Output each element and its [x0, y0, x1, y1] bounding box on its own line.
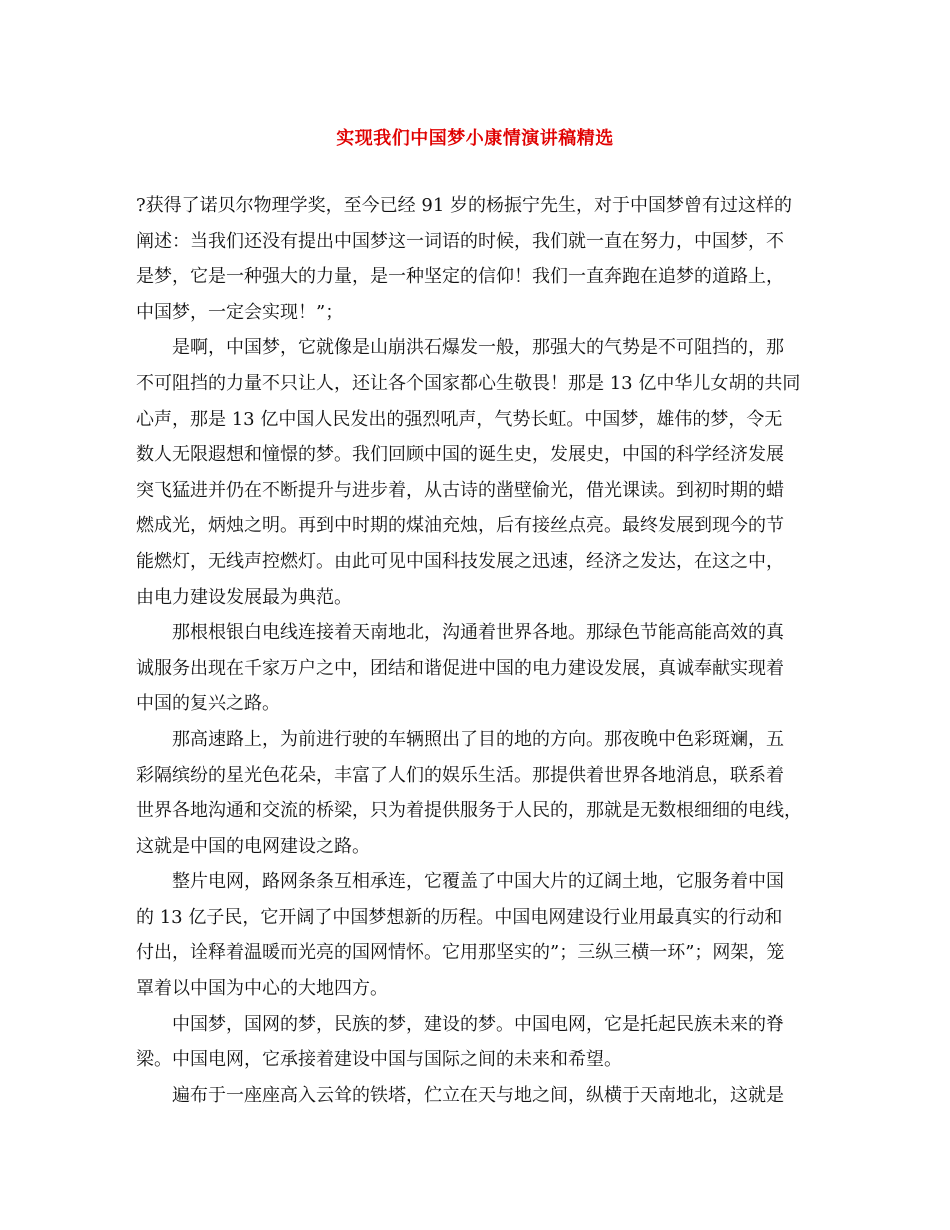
- text-line: 梁。中国电网，它承接着建设中国与国际之间的未来和希望。: [136, 1049, 622, 1071]
- text-line: 能燃灯，无线声控燃灯。由此可见中国科技发展之迅速，经济之发达，在这之中，: [136, 550, 784, 572]
- text-line: 那根根银白电线连接着天南地北，沟通着世界各地。那绿色节能高能高效的真: [172, 622, 784, 644]
- text-line: 燃成光，炳烛之明。再到中时期的煤油充烛，后有接丝点亮。最终发展到现今的节: [136, 515, 784, 537]
- text-line: 不可阻挡的力量不只让人，还让各个国家都心生敬畏！那是 13 亿中华儿女胡的共同: [136, 372, 801, 394]
- text-line: 付出，诠释着温暖而光亮的国网情怀。它用那坚实的”；三纵三横一环”；网架，笼: [136, 942, 785, 964]
- text-line: 的 13 亿子民，它开阔了中国梦想新的历程。中国电网建设行业用最真实的行动和: [136, 906, 783, 928]
- text-line: 心声，那是 13 亿中国人民发出的强烈吼声，气势长虹。中国梦，雄伟的梦，令无: [136, 408, 783, 430]
- text-line: ?获得了诺贝尔物理学奖，至今已经 91 岁的杨振宁先生，对于中国梦曾有过这样的: [136, 195, 792, 216]
- text-line: 那高速路上，为前进行驶的车辆照出了目的地的方向。那夜晚中色彩斑斓，五: [172, 728, 784, 750]
- text-line: 是啊，中国梦，它就像是山崩洪石爆发一般，那强大的气势是不可阻挡的，那: [172, 337, 784, 359]
- document-body: [136, 188, 824, 1113]
- text-line: 遍布于一座座高入云耸的铁塔，伫立在天与地之间，纵横于天南地北，这就是: [172, 1084, 784, 1106]
- text-line: 彩隔缤纷的星光色花朵，丰富了人们的娱乐生活。那提供着世界各地消息，联系着: [136, 764, 784, 786]
- text-line: 中国梦，一定会实现！”；: [136, 301, 344, 323]
- text-line: 整片电网，路网条条互相承连，它覆盖了中国大片的辽阔土地，它服务着中国: [172, 871, 784, 893]
- text-line: 世界各地沟通和交流的桥梁，只为着提供服务于人民的，那就是无数根细细的电线，: [136, 800, 802, 822]
- text-line: 中国的复兴之路。: [136, 693, 280, 715]
- text-line: 诚服务出现在千家万户之中，团结和谐促进中国的电力建设发展，真诚奉献实现着: [136, 657, 784, 679]
- text-line: 中国梦，国网的梦，民族的梦，建设的梦。中国电网，它是托起民族未来的脊: [172, 1013, 784, 1035]
- text-line: 数人无限遐想和憧憬的梦。我们回顾中国的诞生史，发展史，中国的科学经济发展: [136, 444, 784, 466]
- text-line: 突飞猛进并仍在不断提升与进步着，从古诗的凿壁偷光，借光课读。到初时期的蜡: [136, 479, 784, 501]
- text-line: 阐述：当我们还没有提出中国梦这一词语的时候，我们就一直在努力，中国梦，不: [136, 230, 784, 252]
- text-line: 这就是中国的电网建设之路。: [136, 835, 370, 857]
- text-line: 由电力建设发展最为典范。: [136, 586, 352, 608]
- text-line: 是梦，它是一种强大的力量，是一种坚定的信仰！我们一直奔跑在追梦的道路上，: [136, 266, 784, 288]
- text-line: 罩着以中国为中心的大地四方。: [136, 978, 388, 1000]
- document-title: 实现我们中国梦小康情演讲稿精选: [336, 128, 614, 149]
